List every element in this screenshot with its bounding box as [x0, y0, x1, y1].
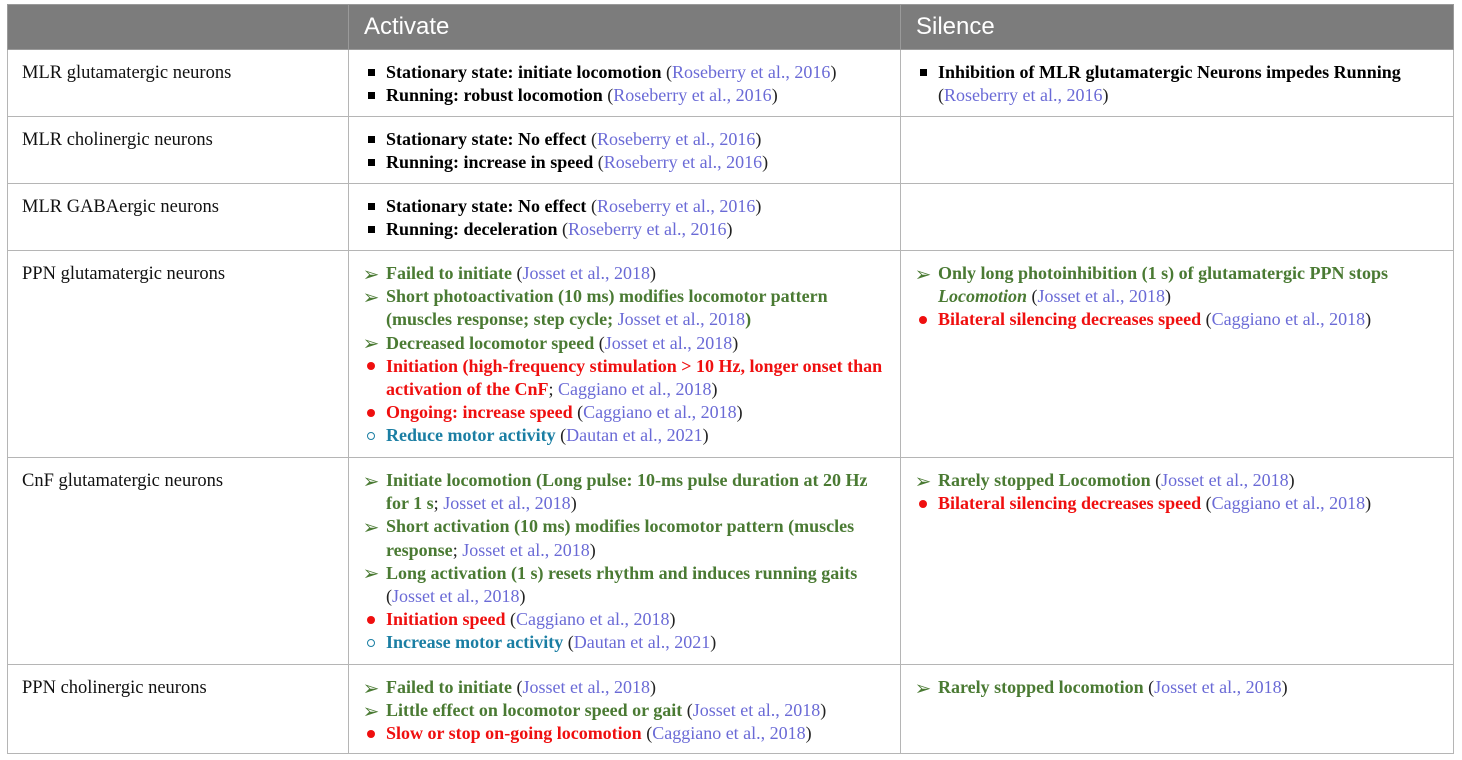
citation-link: Roseberry et al., 2016: [603, 152, 763, 173]
citation-link: Josset et al., 2018: [1037, 286, 1165, 307]
finding-text: Failed to initiate: [386, 263, 512, 283]
punctuation: (: [594, 332, 605, 353]
finding-text: Initiate locomotion (Long pulse: 10-ms pulse duration at 20 Hz for 1 s: [386, 470, 868, 514]
citation-link: Caggiano et al., 2018: [1211, 493, 1366, 514]
punctuation: (: [572, 402, 584, 423]
finding-text: Initiation (high-frequency stimulation > 10 Hz, longer onset than activation of the CnF: [386, 355, 883, 400]
citation-link: Caggiano et al., 2018: [558, 379, 712, 400]
list-item: [908, 262, 1445, 308]
square-bullet-icon: [368, 159, 375, 166]
punctuation: (: [511, 263, 523, 283]
list-item: [908, 492, 1445, 515]
list-item: [908, 469, 1445, 492]
table-row: [8, 184, 1454, 251]
punctuation: (: [386, 586, 392, 607]
row-label: MLR cholinergic neurons: [8, 117, 349, 184]
activate-cell: [349, 117, 901, 184]
punctuation: (: [1150, 470, 1162, 490]
punctuation: (: [1027, 286, 1038, 307]
list-item: [908, 61, 1445, 107]
punctuation: (: [1143, 677, 1155, 697]
finding-text: Stationary state: initiate locomotion: [386, 62, 662, 82]
arrow-bullet-icon: ➢: [362, 468, 380, 493]
punctuation: ): [771, 85, 778, 106]
square-bullet-icon: [368, 226, 375, 233]
list-item: [356, 332, 892, 355]
list-item: [356, 469, 892, 515]
punctuation: ): [570, 493, 577, 514]
punctuation: ): [1281, 677, 1288, 697]
silence-cell: [901, 184, 1454, 251]
punctuation: ): [736, 402, 743, 423]
list-item: [356, 151, 892, 174]
arrow-bullet-icon: ➢: [362, 675, 380, 700]
arrow-bullet-icon: ➢: [914, 468, 932, 493]
list-item: [356, 699, 892, 722]
finding-text: Running: robust locomotion: [386, 85, 603, 106]
arrow-bullet-icon: ➢: [362, 331, 380, 356]
punctuation: (: [1201, 493, 1212, 514]
filled-circle-bullet-icon: [367, 409, 375, 417]
activate-cell: [349, 251, 901, 458]
citation-link: Roseberry et al., 2016: [596, 196, 756, 216]
citation-link: Josset et al., 2018: [522, 263, 650, 283]
row-label: PPN glutamatergic neurons: [8, 251, 349, 458]
silence-cell: [901, 665, 1454, 754]
finding-text: Slow or stop on-going locomotion: [386, 723, 642, 744]
row-label: MLR glutamatergic neurons: [8, 50, 349, 117]
finding-text: Bilateral silencing decreases speed: [938, 493, 1202, 514]
finding-text: Inhibition of MLR glutamatergic Neurons impedes Running: [938, 62, 1401, 82]
list-item: [356, 401, 892, 424]
finding-text: Little effect on locomotor speed or gait: [386, 700, 683, 721]
silence-cell: [901, 458, 1454, 665]
punctuation: (: [511, 677, 523, 697]
header-row: [8, 5, 1454, 50]
citation-link: Caggiano et al., 2018: [516, 609, 670, 630]
citation-link: Caggiano et al., 2018: [652, 723, 806, 744]
punctuation: ): [830, 62, 837, 82]
citation-link: Josset et al., 2018: [604, 332, 733, 353]
punctuation: ): [726, 219, 733, 240]
finding-text: Ongoing: increase speed: [386, 402, 573, 423]
arrow-bullet-icon: ➢: [362, 261, 380, 286]
list-item: [356, 608, 892, 631]
punctuation: ): [710, 632, 717, 653]
silence-cell: [901, 251, 1454, 458]
punctuation: ): [1365, 309, 1372, 330]
filled-circle-bullet-icon: [367, 730, 375, 738]
list-item: [356, 61, 892, 84]
punctuation: ): [820, 700, 827, 721]
punctuation: ): [732, 332, 739, 353]
row-label: MLR GABAergic neurons: [8, 184, 349, 251]
activate-cell: [349, 665, 901, 754]
punctuation: ): [519, 586, 526, 607]
list-item: [356, 285, 892, 331]
punctuation: ): [649, 677, 656, 697]
punctuation: ;: [548, 379, 558, 400]
effects-table: [7, 4, 1454, 754]
punctuation: (: [505, 609, 517, 630]
citation-link: Caggiano et al., 2018: [1211, 309, 1366, 330]
list-item: [356, 676, 892, 699]
finding-text: Failed to initiate: [386, 677, 512, 697]
punctuation: ;: [433, 493, 444, 514]
punctuation: ;: [452, 539, 463, 560]
silence-cell: [901, 50, 1454, 117]
punctuation: (: [938, 85, 944, 106]
list-item: [356, 355, 892, 401]
silence-cell: [901, 117, 1454, 184]
list-item: [908, 676, 1445, 699]
punctuation: (: [593, 152, 604, 173]
punctuation: (: [682, 700, 693, 721]
finding-text: Short activation (10 ms) modifies locomotor pattern (muscles response: [386, 516, 855, 560]
finding-text: Reduce motor activity: [386, 425, 556, 446]
list-item: [356, 128, 892, 151]
citation-link: Roseberry et al., 2016: [596, 129, 756, 149]
citation-link: Josset et al., 2018: [692, 700, 821, 721]
square-bullet-icon: [368, 203, 375, 210]
finding-text: Decreased locomotor speed: [386, 332, 595, 353]
list-item: [356, 722, 892, 745]
citation-link: Josset et al., 2018: [617, 309, 746, 330]
punctuation: (: [555, 425, 567, 446]
arrow-bullet-icon: ➢: [362, 284, 380, 309]
finding-text: Stationary state: No effect: [386, 129, 587, 149]
punctuation: ): [1288, 470, 1295, 490]
punctuation: ): [589, 539, 596, 560]
punctuation: (: [602, 85, 614, 106]
citation-link: Josset et al., 2018: [1161, 470, 1289, 490]
finding-text: Rarely stopped Locomotion: [938, 470, 1151, 490]
citation-link: Roseberry et al., 2016: [944, 85, 1103, 106]
finding-text: Locomotion: [938, 286, 1027, 307]
list-item: [356, 515, 892, 561]
list-item: [356, 262, 892, 285]
citation-link: Caggiano et al., 2018: [583, 402, 737, 423]
square-bullet-icon: [368, 92, 375, 99]
citation-link: Josset et al., 2018: [522, 677, 650, 697]
table-row: [8, 251, 1454, 458]
punctuation: ): [711, 379, 718, 400]
list-item: [356, 562, 892, 608]
punctuation: ): [1102, 85, 1109, 106]
citation-link: Josset et al., 2018: [1154, 677, 1282, 697]
punctuation: (: [661, 62, 672, 82]
punctuation: (: [1201, 309, 1212, 330]
punctuation: ): [755, 196, 762, 216]
punctuation: ): [702, 425, 709, 446]
arrow-bullet-icon: ➢: [362, 698, 380, 723]
list-item: [356, 84, 892, 107]
table-row: [8, 117, 1454, 184]
citation-link: Dautan et al., 2021: [573, 632, 711, 653]
punctuation: ): [1165, 286, 1171, 307]
row-label: CnF glutamatergic neurons: [8, 458, 349, 665]
list-item: [908, 308, 1445, 331]
finding-text: Only long photoinhibition (1 s) of glutamatergic PPN stops: [938, 263, 1389, 283]
header-silence: Silence: [901, 5, 1454, 50]
citation-link: Josset et al., 2018: [443, 493, 571, 514]
filled-circle-bullet-icon: [919, 500, 927, 508]
arrow-bullet-icon: ➢: [914, 261, 932, 286]
list-item: [356, 631, 892, 654]
finding-text: Short photoactivation (10 ms) modifies locomotor pattern (muscles response; step cycle;: [386, 286, 828, 330]
punctuation: ): [649, 263, 656, 283]
list-item: [356, 424, 892, 447]
punctuation: ): [805, 723, 812, 744]
activate-cell: [349, 184, 901, 251]
list-item: [356, 195, 892, 218]
table-row: [8, 50, 1454, 117]
square-bullet-icon: [368, 69, 375, 76]
square-bullet-icon: [920, 69, 927, 76]
punctuation: ): [762, 152, 769, 173]
table-row: [8, 665, 1454, 754]
finding-text: Initiation speed: [386, 609, 506, 630]
filled-circle-bullet-icon: [367, 616, 375, 624]
punctuation: (: [641, 723, 653, 744]
finding-text: ): [745, 309, 752, 330]
citation-link: Josset et al., 2018: [462, 539, 590, 560]
header-activate: Activate: [349, 5, 901, 50]
punctuation: (: [586, 129, 597, 149]
finding-text: Increase motor activity: [386, 632, 564, 653]
punctuation: (: [557, 219, 569, 240]
arrow-bullet-icon: ➢: [362, 515, 380, 539]
punctuation: (: [586, 196, 597, 216]
filled-circle-bullet-icon: [367, 362, 375, 370]
citation-link: Roseberry et al., 2016: [671, 62, 831, 82]
arrow-bullet-icon: ➢: [914, 675, 932, 700]
finding-text: Running: increase in speed: [386, 152, 594, 173]
finding-text: Running: deceleration: [386, 219, 558, 240]
table-row: [8, 458, 1454, 665]
finding-text: Bilateral silencing decreases speed: [938, 309, 1202, 330]
row-label: PPN cholinergic neurons: [8, 665, 349, 754]
activate-cell: [349, 50, 901, 117]
activate-cell: [349, 458, 901, 665]
finding-text: Stationary state: No effect: [386, 196, 587, 216]
citation-link: Josset et al., 2018: [392, 586, 520, 607]
finding-text: Rarely stopped locomotion: [938, 677, 1144, 697]
punctuation: ): [755, 129, 762, 149]
square-bullet-icon: [368, 136, 375, 143]
citation-link: Roseberry et al., 2016: [568, 219, 727, 240]
punctuation: ): [669, 609, 676, 630]
punctuation: ): [1365, 493, 1372, 514]
punctuation: (: [563, 632, 574, 653]
citation-link: Roseberry et al., 2016: [613, 85, 772, 106]
open-circle-bullet-icon: [367, 432, 375, 440]
arrow-bullet-icon: ➢: [362, 561, 380, 586]
finding-text: Long activation (1 s) resets rhythm and induces running gaits: [386, 562, 858, 583]
header-blank: [8, 5, 349, 50]
filled-circle-bullet-icon: [919, 316, 927, 324]
open-circle-bullet-icon: [367, 639, 375, 647]
list-item: [356, 218, 892, 241]
citation-link: Dautan et al., 2021: [566, 425, 703, 446]
